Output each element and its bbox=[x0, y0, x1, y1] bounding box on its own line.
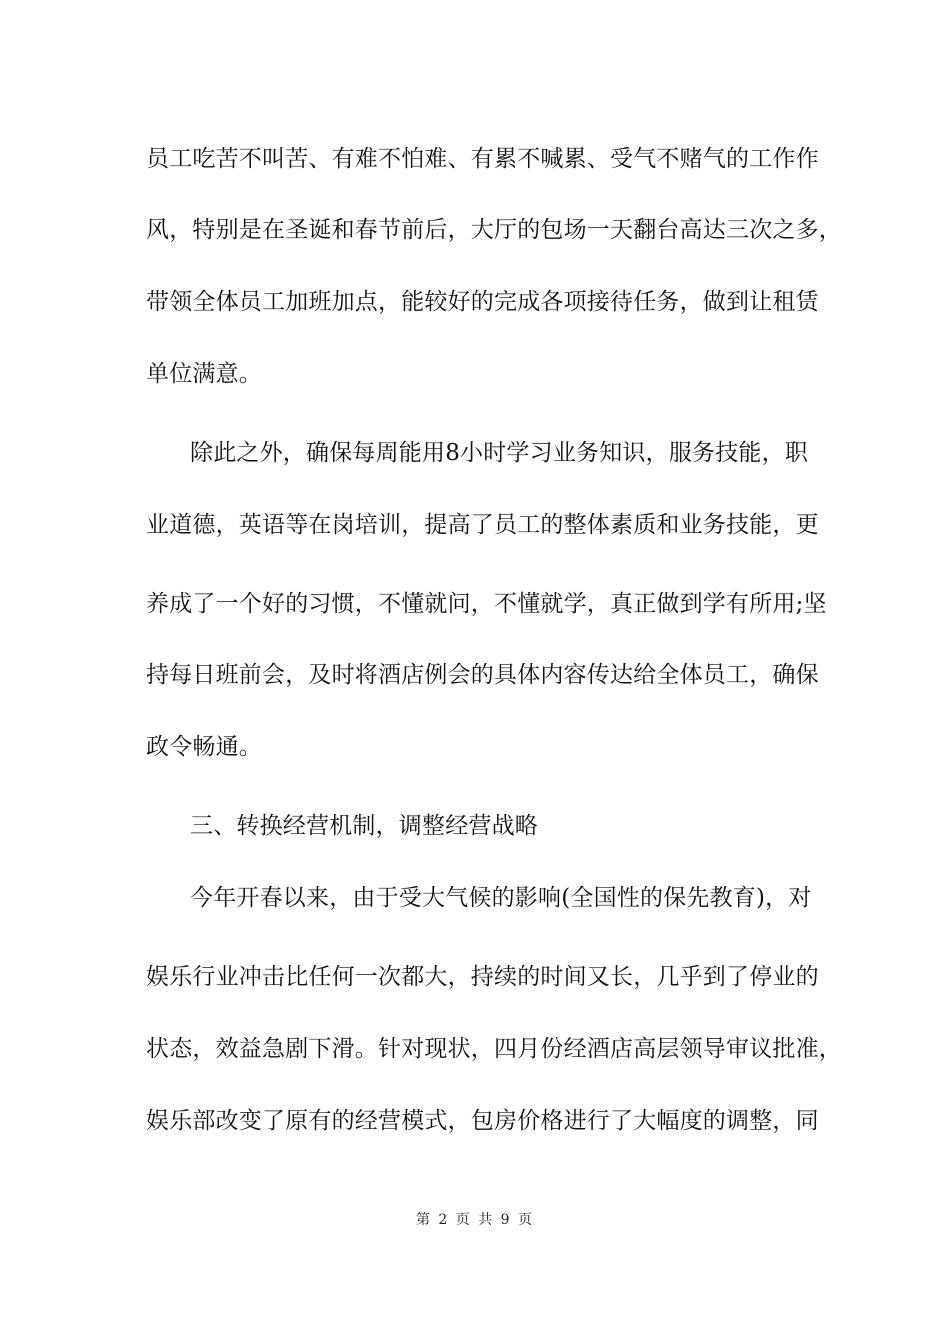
section-heading: 三、转换经营机制，调整经营战略 bbox=[190, 813, 538, 839]
text-line-8: 持每日班前会，及时将酒店例会的具体内容传达给全体员工，确保 bbox=[146, 662, 819, 688]
text-line-13: 状态，效益急剧下滑。针对现状，四月份经酒店高层领导审议批准， bbox=[146, 1036, 842, 1062]
text-line-9: 政令畅通。 bbox=[146, 734, 262, 760]
text-line-5: 除此之外，确保每周能用8小时学习业务知识，服务技能，职 bbox=[190, 440, 809, 466]
text-line-3: 带领全体员工加班加点，能较好的完成各项接待任务，做到让租赁 bbox=[146, 289, 819, 315]
text-line-7: 养成了一个好的习惯，不懂就问，不懂就学，真正做到学有所用;坚 bbox=[146, 591, 827, 617]
page-footer: 第 2 页 共 9 页 bbox=[415, 1212, 535, 1228]
text-line-2: 风，特别是在圣诞和春节前后，大厅的包场一天翻台高达三次之多， bbox=[146, 217, 842, 243]
text-line-14: 娱乐部改变了原有的经营模式，包房价格进行了大幅度的调整，同 bbox=[146, 1108, 819, 1134]
text-line-11: 今年开春以来，由于受大气候的影响(全国性的保先教育)，对 bbox=[190, 885, 812, 911]
text-line-4: 单位满意。 bbox=[146, 361, 262, 387]
text-line-1: 员工吃苦不叫苦、有难不怕难、有累不喊累、受气不赌气的工作作 bbox=[146, 146, 819, 172]
text-line-12: 娱乐行业冲击比任何一次都大，持续的时间又长，几乎到了停业的 bbox=[146, 964, 819, 990]
text-line-6: 业道德，英语等在岗培训，提高了员工的整体素质和业务技能，更 bbox=[146, 512, 819, 538]
